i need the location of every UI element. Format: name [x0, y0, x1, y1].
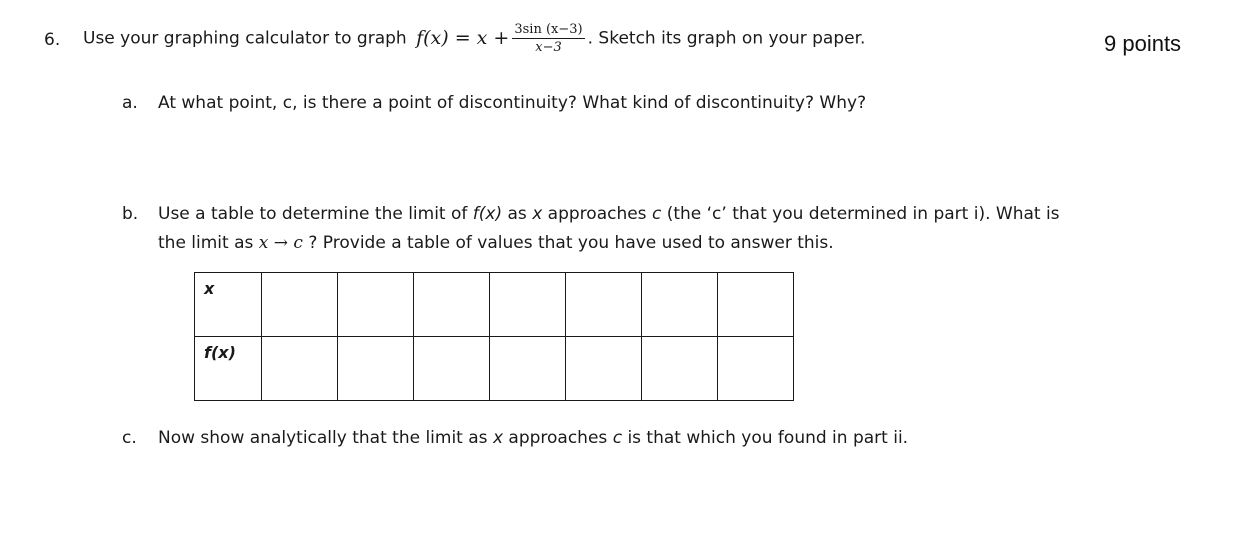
- function-denominator: x−3: [535, 40, 562, 55]
- part-b-c: c: [651, 204, 662, 224]
- table-row-x: [195, 273, 794, 337]
- points-label: 9 points: [1104, 31, 1182, 56]
- part-b-line2-post: ? Provide a table of values that you have used to answer this.: [308, 233, 834, 253]
- table-cell[interactable]: [642, 273, 718, 337]
- table-cell[interactable]: [490, 273, 566, 337]
- table-cell[interactable]: [718, 337, 794, 401]
- part-c-c: c: [612, 428, 623, 448]
- question-text: [83, 22, 865, 55]
- table-row-fx: [195, 337, 794, 401]
- question-outro: . Sketch its graph on your paper.: [587, 28, 866, 49]
- function-fraction: [512, 22, 584, 55]
- part-c-approaches: approaches: [508, 428, 608, 448]
- table-cell[interactable]: [414, 273, 490, 337]
- table-cell[interactable]: [338, 273, 414, 337]
- table-cell[interactable]: [414, 337, 490, 401]
- question-number: 6.: [44, 30, 61, 50]
- table-cell[interactable]: [338, 337, 414, 401]
- part-c-text: [158, 428, 908, 448]
- part-c-post: is that which you found in part ii.: [627, 428, 909, 448]
- part-b-fx: f(x): [472, 204, 503, 224]
- part-b-label: b.: [122, 204, 139, 224]
- part-a-label: a.: [122, 93, 138, 113]
- part-b-line1: [158, 204, 1060, 224]
- part-b-limit-math: x → c: [258, 233, 303, 253]
- part-b-line1-pre: Use a table to determine the limit of: [158, 204, 468, 224]
- part-c-x: x: [492, 428, 503, 448]
- question-intro: Use your graphing calculator to graph: [83, 28, 407, 49]
- function-lhs: f(x) = x +: [416, 26, 510, 49]
- part-b-line2: [158, 233, 834, 253]
- part-b-x: x: [532, 204, 543, 224]
- table-cell[interactable]: [262, 273, 338, 337]
- part-c-label: c.: [122, 428, 137, 448]
- table-cell[interactable]: [490, 337, 566, 401]
- part-b-line1-post: (the ‘c’ that you determined in part i). What is: [666, 204, 1060, 224]
- table-cell[interactable]: [718, 273, 794, 337]
- part-a-text: At what point, c, is there a point of discontinuity? What kind of discontinuity? Why?: [158, 93, 867, 113]
- part-b-approaches: approaches: [547, 204, 647, 224]
- part-b-line2-pre: the limit as: [158, 233, 254, 253]
- values-table: [194, 272, 794, 401]
- function-numerator: 3sin (x−3): [514, 22, 583, 37]
- table-cell[interactable]: [566, 273, 642, 337]
- part-b-as: as: [507, 204, 527, 224]
- part-c-pre: Now show analytically that the limit as: [158, 428, 488, 448]
- table-cell[interactable]: [566, 337, 642, 401]
- table-cell[interactable]: [262, 337, 338, 401]
- table-header-fx: f(x): [195, 337, 262, 401]
- table-cell[interactable]: [642, 337, 718, 401]
- table-header-x: x: [195, 273, 262, 337]
